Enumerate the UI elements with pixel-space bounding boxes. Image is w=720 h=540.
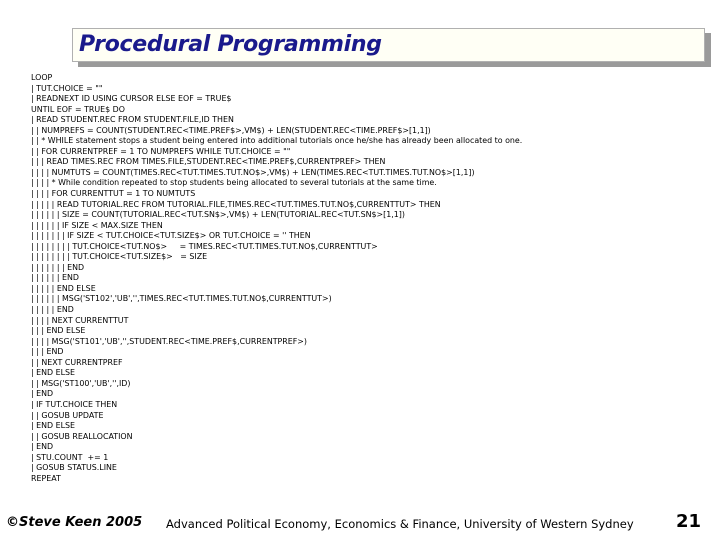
code-line: | | | | | READ TUTORIAL.REC FROM TUTORIAL.FILE,TIMES.REC<TUT.TIMES.TUT.NO$,CURRENTTUT> THEN [31,199,441,209]
code-line: UNTIL EOF = TRUE$ DO [31,104,125,114]
title-box [72,28,705,62]
code-line: | TUT.CHOICE = "" [31,83,103,93]
code-line: | | * WHILE statement stops a student being entered into additional tutorials once he/she has already been allocated to one. [31,136,523,146]
code-line: | IF TUT.CHOICE THEN [31,399,118,409]
code-line: | READNEXT ID USING CURSOR ELSE EOF = TRUE$ [31,94,232,104]
page-number: 21 [676,511,702,532]
code-line: | | NUMPREFS = COUNT(STUDENT.REC<TIME.PREF$>,VM$) + LEN(STUDENT.REC<TIME.PREF$>[1,1]) [31,125,431,135]
code-line: | GOSUB STATUS.LINE [31,463,117,473]
code-line: | | | | | | END [31,273,79,283]
code-line: | | MSG('ST100','UB','',ID) [31,378,131,388]
code-line: | | | | | END [31,305,74,315]
code-line: | READ STUDENT.REC FROM STUDENT.FILE,ID THEN [31,115,234,125]
code-line: REPEAT [31,473,61,483]
code-line: | | | END ELSE [31,326,86,336]
code-line: | | | | | | | | TUT.CHOICE<TUT.NO$> = TIMES.REC<TUT.TIMES.TUT.NO$,CURRENTTUT> [31,241,378,251]
code-line: | | GOSUB UPDATE [31,410,104,420]
code-line: | | | | NUMTUTS = COUNT(TIMES.REC<TUT.TIMES.TUT.NO$>,VM$) + LEN(TIMES.REC<TUT.TIMES.TUT.NO$>[1,1]) [31,167,475,177]
code-line: | | | | | END ELSE [31,283,96,293]
code-line: | END ELSE [31,368,76,378]
code-line: | | FOR CURRENTPREF = 1 TO NUMPREFS WHILE TUT.CHOICE = "" [31,146,291,156]
footer-institution: Advanced Political Economy, Economics & Finance, University of Western Sydney [166,517,634,531]
code-line: | | | | | | | END [31,262,85,272]
footer-author: ©Steve Keen 2005 [6,515,143,530]
code-line: | | | END [31,347,64,357]
code-line: | | | | | | SIZE = COUNT(TUTORIAL.REC<TUT.SN$>,VM$) + LEN(TUTORIAL.REC<TUT.SN$>[1,1]) [31,210,405,220]
code-line: | STU.COUNT += 1 [31,452,109,462]
code-line: LOOP [31,73,53,82]
code-line: | | | | | | IF SIZE < MAX.SIZE THEN [31,220,163,230]
code-line: | | | READ TIMES.REC FROM TIMES.FILE,STUDENT.REC<TIME.PREF$,CURRENTPREF> THEN [31,157,386,167]
code-line: | | | | FOR CURRENTTUT = 1 TO NUMTUTS [31,189,196,199]
code-line: | END [31,442,54,452]
code-listing [31,73,711,484]
code-line: | | | | MSG('ST101','UB','',STUDENT.REC<TIME.PREF$,CURRENTPREF>) [31,336,307,346]
code-line: | | | | NEXT CURRENTTUT [31,315,129,325]
code-line: | | GOSUB REALLOCATION [31,431,133,441]
code-line: | | | | | | MSG('ST102','UB','',TIMES.REC<TUT.TIMES.TUT.NO$,CURRENTTUT>) [31,294,332,304]
code-line: | | NEXT CURRENTPREF [31,357,123,367]
code-line: | END ELSE [31,421,76,431]
code-line: | | | | | | | IF SIZE < TUT.CHOICE<TUT.SIZE$> OR TUT.CHOICE = '' THEN [31,231,311,241]
slide-title: Procedural Programming [79,32,382,57]
code-line: | | | | * While condition repeated to stop students being allocated to several tutorials at the same time. [31,178,437,188]
code-line: | END [31,389,54,399]
code-line: | | | | | | | | TUT.CHOICE<TUT.SIZE$> = SIZE [31,252,208,262]
